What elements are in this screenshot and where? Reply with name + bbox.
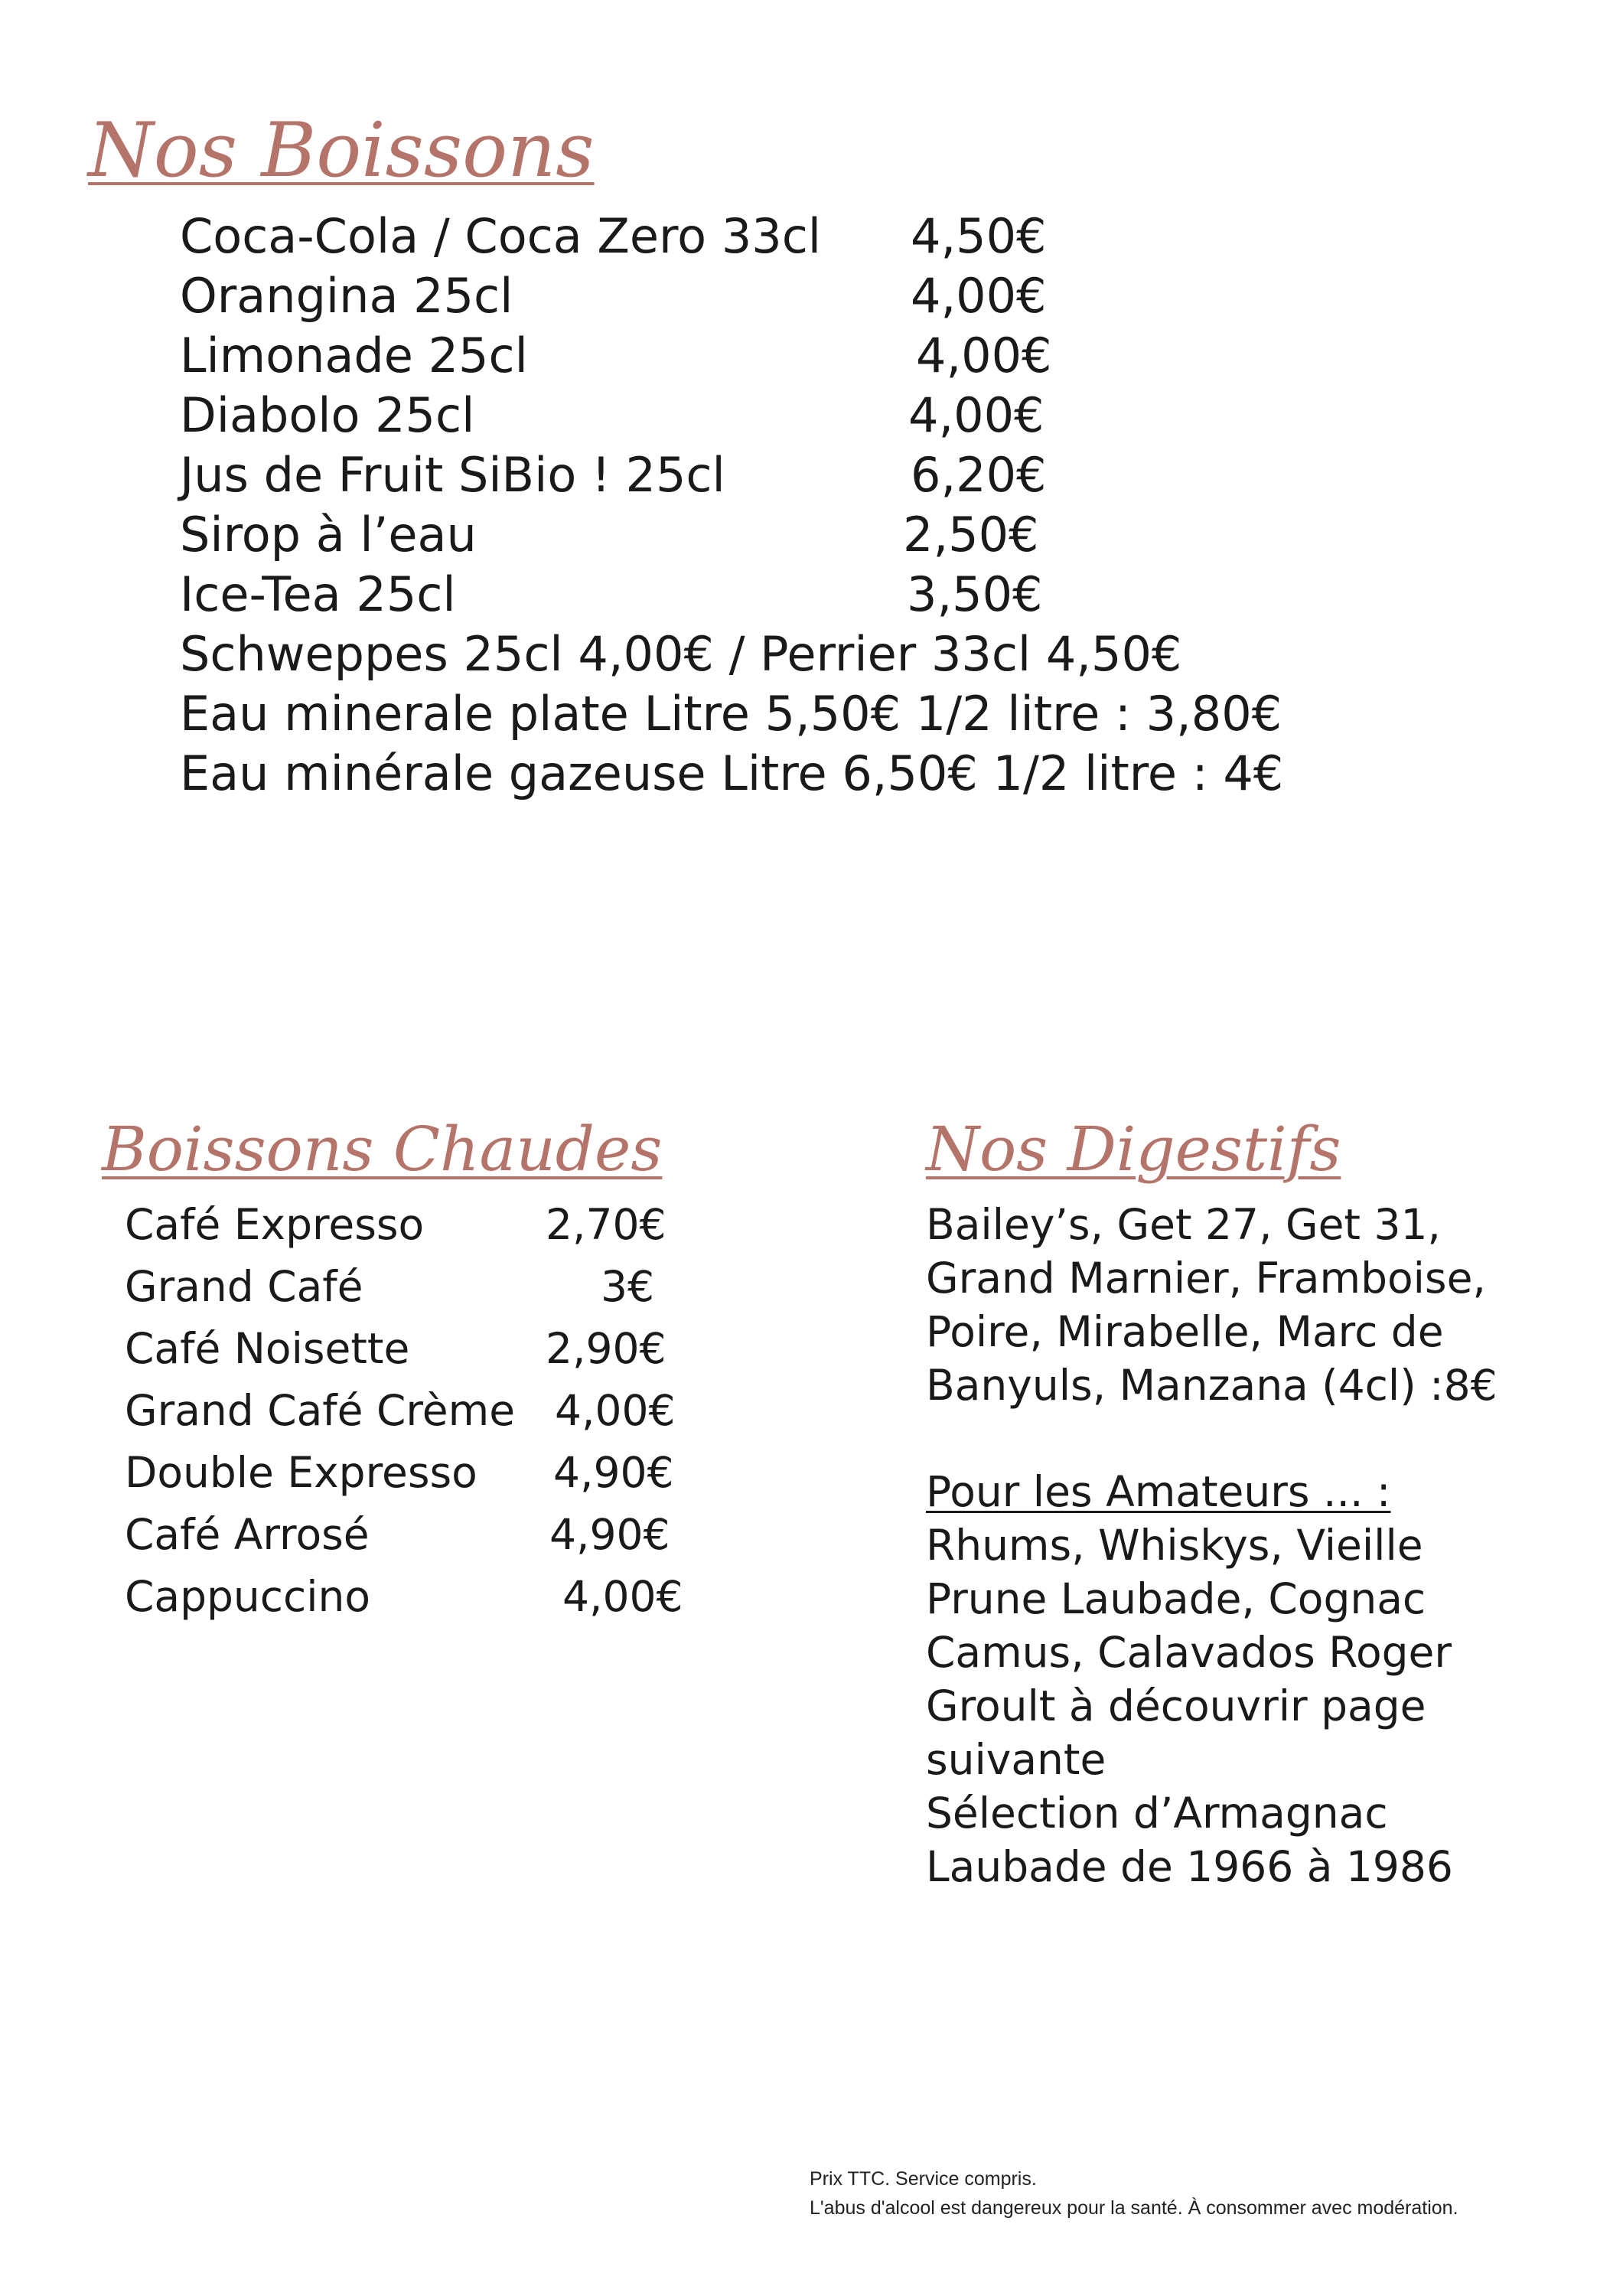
digestifs-line: Poire, Mirabelle, Marc de	[926, 1307, 1444, 1356]
list-item	[180, 686, 1282, 742]
item-price: 2,50€	[903, 507, 1039, 563]
digestifs-list	[926, 1198, 1599, 1412]
amateurs-line: Rhums, Whiskys, Vieille	[926, 1521, 1423, 1570]
footer-line-prices: Prix TTC. Service compris.	[810, 2168, 1037, 2190]
list-item	[125, 1510, 670, 1559]
amateurs-line: Camus, Calavados Roger	[926, 1628, 1452, 1677]
item-price: 4,00€	[908, 387, 1045, 443]
item-name: Cappuccino	[125, 1572, 371, 1621]
list-item	[180, 268, 1047, 324]
amateurs-line: suivante	[926, 1735, 1106, 1784]
item-price: 3€	[601, 1262, 654, 1311]
item-name: Coca-Cola / Coca Zero 33cl	[180, 208, 822, 264]
item-price: 4,90€	[553, 1448, 674, 1497]
item-price: 4,00€	[911, 268, 1047, 324]
item-name: Ice-Tea 25cl	[180, 566, 456, 622]
list-item	[125, 1200, 666, 1249]
item-name: Orangina 25cl	[180, 268, 513, 324]
list-item	[180, 745, 1284, 801]
list-item	[125, 1448, 674, 1497]
list-item	[180, 507, 1039, 563]
item-name: Grand Café	[125, 1262, 363, 1311]
item-name: Café Noisette	[125, 1324, 410, 1373]
item-name: Limonade 25cl	[180, 328, 528, 383]
item-price: 4,00€	[555, 1386, 676, 1435]
item-price: 4,00€	[916, 328, 1052, 383]
amateurs-line: Sélection d’Armagnac	[926, 1789, 1388, 1838]
amateurs-line: Laubade de 1966 à 1986	[926, 1842, 1453, 1891]
list-item	[180, 208, 1047, 264]
item-name: Jus de Fruit SiBio ! 25cl	[180, 447, 725, 503]
item-price: 4,00€	[562, 1572, 683, 1621]
item-price: 6,20€	[911, 447, 1047, 503]
footer-note	[810, 2164, 1458, 2223]
item-price: 4,90€	[549, 1510, 670, 1559]
section-title-boissons-chaudes: Boissons Chaudes	[102, 1114, 663, 1185]
item-price: 4,50€	[911, 208, 1047, 264]
digestifs-line: Grand Marnier, Framboise,	[926, 1254, 1486, 1303]
amateurs-line: Groult à découvrir page	[926, 1681, 1426, 1730]
item-name: Café Expresso	[125, 1200, 425, 1249]
item-name: Schweppes 25cl 4,00€ / Perrier 33cl 4,50€	[180, 626, 1182, 682]
list-item	[125, 1572, 683, 1621]
list-item	[180, 447, 1047, 503]
footer-line-alcohol-warning: L'abus d'alcool est dangereux pour la santé. À consommer avec modération.	[810, 2197, 1458, 2219]
list-item	[125, 1262, 654, 1311]
digestifs-line: Bailey’s, Get 27, Get 31,	[926, 1200, 1441, 1249]
item-name: Diabolo 25cl	[180, 387, 475, 443]
item-price: 2,70€	[546, 1200, 666, 1249]
item-price: 3,50€	[907, 566, 1043, 622]
item-name: Eau minérale gazeuse Litre 6,50€ 1/2 litre : 4€	[180, 745, 1284, 801]
item-price: 2,90€	[546, 1324, 666, 1373]
section-title-nos-boissons: Nos Boissons	[88, 107, 595, 194]
list-item	[180, 566, 1043, 622]
section-title-nos-digestifs: Nos Digestifs	[926, 1114, 1341, 1185]
list-item	[180, 387, 1045, 443]
digestifs-line: Banyuls, Manzana (4cl) :8€	[926, 1361, 1498, 1410]
item-name: Double Expresso	[125, 1448, 477, 1497]
list-item	[180, 328, 1052, 383]
list-item	[125, 1324, 666, 1373]
item-name: Café Arrosé	[125, 1510, 370, 1559]
amateurs-line: Prune Laubade, Cognac	[926, 1574, 1426, 1623]
item-name: Grand Café Crème	[125, 1386, 516, 1435]
item-name: Eau minerale plate Litre 5,50€ 1/2 litre : 3,80€	[180, 686, 1282, 742]
amateurs-block	[926, 1465, 1599, 1893]
item-name: Sirop à l’eau	[180, 507, 477, 563]
list-item	[180, 626, 1182, 682]
amateurs-heading: Pour les Amateurs ... :	[926, 1467, 1391, 1516]
list-item	[125, 1386, 676, 1435]
